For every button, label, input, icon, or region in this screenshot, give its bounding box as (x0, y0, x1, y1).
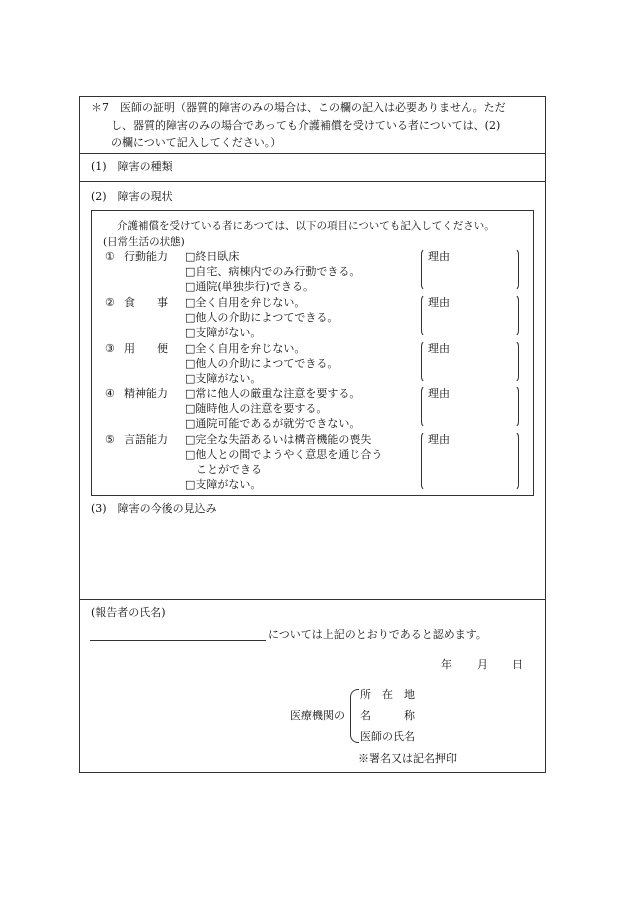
header-line-3: の欄について記入してください。） (111, 136, 282, 149)
status-intro: 介護補償を受けている者にあつては、以下の項目についても記入してください。 (117, 220, 495, 232)
item-1-name: 行動能力 (124, 250, 168, 263)
item-1-option-3[interactable]: □通院(単独歩行)できる。 (185, 280, 314, 293)
item-3-name: 用 便 (124, 342, 168, 355)
reason-label: 理由 (428, 387, 450, 400)
item-4-option-3[interactable]: □通院可能であるが就労できない。 (185, 417, 361, 430)
item-5-option-2[interactable]: □他人との間でようやく意思を通じ合う (185, 448, 383, 461)
field-doctor-name: 医師の氏名 (360, 730, 415, 743)
date-month: 月 (477, 658, 488, 671)
item-3-option-2[interactable]: □他人の介助によつてできる。 (185, 357, 339, 370)
item-5-option-4[interactable]: □支障がない。 (185, 478, 262, 491)
item-1-option-2[interactable]: □自宅、病棟内でのみ行動できる。 (185, 265, 361, 278)
item-2-number: ② (105, 296, 115, 309)
reporter-label: (報告者の氏名) (91, 606, 166, 619)
divider (79, 153, 546, 154)
item-4-number: ④ (105, 387, 115, 400)
item-1-option-1[interactable]: □終日臥床 (185, 250, 240, 263)
item-3-option-3[interactable]: □支障がない。 (185, 372, 262, 385)
item-4-name: 精神能力 (124, 387, 168, 400)
institution-label: 医療機関の (290, 709, 345, 722)
item-5-name: 言語能力 (124, 433, 168, 446)
confirm-text: については上記のとおりであると認めます。 (268, 628, 487, 641)
item-3-number: ③ (105, 342, 115, 355)
field-name: 名 称 (360, 709, 415, 722)
section-1-label: (1) 障害の種類 (91, 160, 173, 173)
item-2-name: 食 事 (124, 296, 168, 309)
reason-label: 理由 (428, 296, 450, 309)
section-2-label: (2) 障害の現状 (91, 190, 173, 203)
item-4-option-1[interactable]: □常に他人の厳重な注意を要する。 (185, 387, 361, 400)
reason-label: 理由 (428, 250, 450, 263)
item-5-option-3: ことができる (185, 463, 262, 476)
reporter-name-line[interactable] (90, 640, 266, 641)
item-1-number: ① (105, 250, 115, 263)
reason-label: 理由 (428, 433, 450, 446)
divider (79, 599, 546, 600)
item-2-option-2[interactable]: □他人の介助によつてできる。 (185, 311, 339, 324)
header-line-2: し、器質的障害のみの場合であっても介護補償を受けている者については、(2) (111, 119, 501, 132)
section-3-label: (3) 障害の今後の見込み (91, 502, 217, 515)
field-address: 所 在 地 (360, 688, 415, 701)
signature-note: ※署名又は記名押印 (358, 752, 457, 765)
institution-brace (350, 689, 359, 743)
divider (79, 181, 546, 182)
date-year: 年 (441, 658, 452, 671)
status-subtitle: (日常生活の状態) (103, 236, 185, 248)
reason-label: 理由 (428, 342, 450, 355)
item-2-option-3[interactable]: □支障がない。 (185, 326, 262, 339)
item-4-option-2[interactable]: □随時他人の注意を要する。 (185, 402, 328, 415)
item-5-option-1[interactable]: □完全な失語あるいは構音機能の喪失 (185, 433, 372, 446)
item-5-number: ⑤ (105, 433, 115, 446)
date-day: 日 (512, 658, 523, 671)
header-line-1: ＊7 医師の証明（器質的障害のみの場合は、この欄の記入は必要ありません。ただ (91, 101, 506, 114)
item-3-option-1[interactable]: □全く自用を弁じない。 (185, 342, 306, 355)
item-2-option-1[interactable]: □全く自用を弁じない。 (185, 296, 306, 309)
